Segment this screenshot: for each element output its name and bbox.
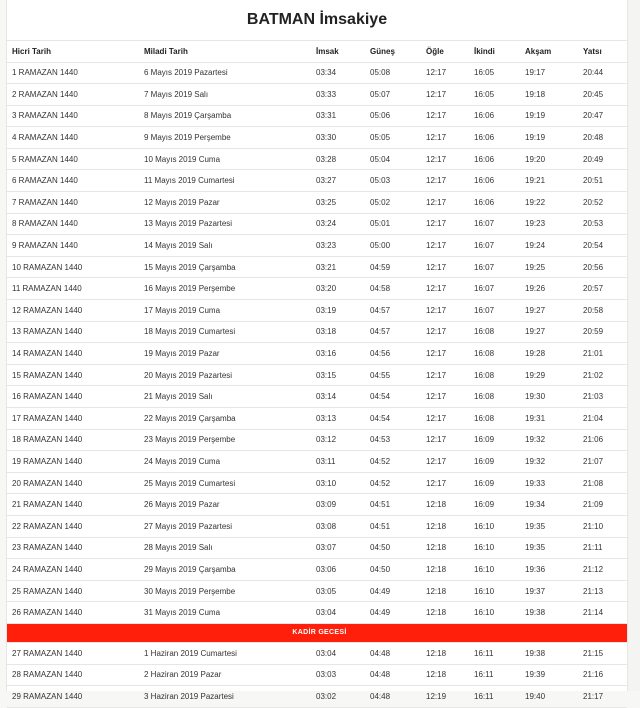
cell-miladi-tarih: 25 Mayıs 2019 Cumartesi xyxy=(139,472,311,494)
cell-ogle: 12:17 xyxy=(421,300,469,322)
cell-yatsi: 21:08 xyxy=(578,472,627,494)
cell-ikindi: 16:07 xyxy=(469,235,520,257)
cell-miladi-tarih: 24 Mayıs 2019 Cuma xyxy=(139,451,311,473)
cell-imsak: 03:04 xyxy=(311,602,365,624)
cell-ogle: 12:18 xyxy=(421,559,469,581)
cell-gunes: 04:57 xyxy=(365,300,421,322)
cell-ogle: 12:17 xyxy=(421,170,469,192)
kadir-gecesi-label: KADİR GECESİ xyxy=(7,623,627,642)
cell-ogle: 12:17 xyxy=(421,105,469,127)
cell-miladi-tarih: 21 Mayıs 2019 Salı xyxy=(139,386,311,408)
cell-ikindi: 16:07 xyxy=(469,256,520,278)
table-row xyxy=(7,105,627,127)
cell-miladi-tarih: 7 Mayıs 2019 Salı xyxy=(139,84,311,106)
cell-ogle: 12:18 xyxy=(421,515,469,537)
cell-yatsi: 20:44 xyxy=(578,62,627,84)
cell-ogle: 12:17 xyxy=(421,364,469,386)
cell-aksam: 19:25 xyxy=(520,256,578,278)
table-row xyxy=(7,429,627,451)
cell-yatsi: 20:51 xyxy=(578,170,627,192)
table-row xyxy=(7,364,627,386)
cell-gunes: 04:49 xyxy=(365,602,421,624)
cell-gunes: 05:02 xyxy=(365,192,421,214)
cell-yatsi: 21:15 xyxy=(578,642,627,664)
cell-imsak: 03:02 xyxy=(311,686,365,708)
cell-gunes: 05:07 xyxy=(365,84,421,106)
kadir-section xyxy=(7,623,627,642)
cell-aksam: 19:31 xyxy=(520,408,578,430)
cell-aksam: 19:24 xyxy=(520,235,578,257)
cell-hicri-tarih: 22 RAMAZAN 1440 xyxy=(7,515,139,537)
cell-ikindi: 16:08 xyxy=(469,364,520,386)
cell-ikindi: 16:10 xyxy=(469,537,520,559)
table-row xyxy=(7,386,627,408)
cell-hicri-tarih: 6 RAMAZAN 1440 xyxy=(7,170,139,192)
cell-yatsi: 21:10 xyxy=(578,515,627,537)
cell-yatsi: 21:16 xyxy=(578,664,627,686)
cell-yatsi: 20:58 xyxy=(578,300,627,322)
cell-ogle: 12:17 xyxy=(421,386,469,408)
cell-ikindi: 16:10 xyxy=(469,602,520,624)
cell-gunes: 04:48 xyxy=(365,642,421,664)
cell-aksam: 19:40 xyxy=(520,686,578,708)
header-yatsi: Yatsı xyxy=(578,41,627,62)
cell-hicri-tarih: 17 RAMAZAN 1440 xyxy=(7,408,139,430)
cell-imsak: 03:06 xyxy=(311,559,365,581)
cell-yatsi: 21:06 xyxy=(578,429,627,451)
cell-miladi-tarih: 22 Mayıs 2019 Çarşamba xyxy=(139,408,311,430)
cell-ikindi: 16:07 xyxy=(469,278,520,300)
cell-miladi-tarih: 16 Mayıs 2019 Perşembe xyxy=(139,278,311,300)
cell-imsak: 03:25 xyxy=(311,192,365,214)
cell-gunes: 04:54 xyxy=(365,386,421,408)
table-row xyxy=(7,192,627,214)
cell-gunes: 04:53 xyxy=(365,429,421,451)
cell-ikindi: 16:06 xyxy=(469,170,520,192)
cell-hicri-tarih: 25 RAMAZAN 1440 xyxy=(7,580,139,602)
cell-aksam: 19:33 xyxy=(520,472,578,494)
table-body-after xyxy=(7,642,627,707)
cell-yatsi: 20:47 xyxy=(578,105,627,127)
cell-ikindi: 16:07 xyxy=(469,213,520,235)
cell-imsak: 03:09 xyxy=(311,494,365,516)
table-row xyxy=(7,148,627,170)
cell-gunes: 04:50 xyxy=(365,559,421,581)
cell-aksam: 19:19 xyxy=(520,105,578,127)
cell-hicri-tarih: 8 RAMAZAN 1440 xyxy=(7,213,139,235)
cell-imsak: 03:19 xyxy=(311,300,365,322)
cell-yatsi: 21:13 xyxy=(578,580,627,602)
cell-miladi-tarih: 27 Mayıs 2019 Pazartesi xyxy=(139,515,311,537)
cell-ikindi: 16:06 xyxy=(469,105,520,127)
cell-gunes: 05:08 xyxy=(365,62,421,84)
cell-aksam: 19:19 xyxy=(520,127,578,149)
cell-gunes: 04:48 xyxy=(365,664,421,686)
cell-yatsi: 20:45 xyxy=(578,84,627,106)
cell-aksam: 19:23 xyxy=(520,213,578,235)
cell-ogle: 12:17 xyxy=(421,62,469,84)
cell-yatsi: 21:14 xyxy=(578,602,627,624)
cell-ogle: 12:18 xyxy=(421,602,469,624)
cell-imsak: 03:10 xyxy=(311,472,365,494)
cell-hicri-tarih: 15 RAMAZAN 1440 xyxy=(7,364,139,386)
cell-hicri-tarih: 20 RAMAZAN 1440 xyxy=(7,472,139,494)
table-row xyxy=(7,321,627,343)
cell-miladi-tarih: 18 Mayıs 2019 Cumartesi xyxy=(139,321,311,343)
cell-aksam: 19:35 xyxy=(520,537,578,559)
cell-gunes: 04:52 xyxy=(365,451,421,473)
cell-imsak: 03:31 xyxy=(311,105,365,127)
cell-hicri-tarih: 4 RAMAZAN 1440 xyxy=(7,127,139,149)
cell-ikindi: 16:08 xyxy=(469,321,520,343)
cell-miladi-tarih: 30 Mayıs 2019 Perşembe xyxy=(139,580,311,602)
cell-miladi-tarih: 6 Mayıs 2019 Pazartesi xyxy=(139,62,311,84)
page-title: BATMAN İmsakiye xyxy=(7,0,627,41)
cell-aksam: 19:20 xyxy=(520,148,578,170)
cell-aksam: 19:32 xyxy=(520,429,578,451)
cell-yatsi: 21:17 xyxy=(578,686,627,708)
cell-aksam: 19:39 xyxy=(520,664,578,686)
cell-imsak: 03:27 xyxy=(311,170,365,192)
cell-ogle: 12:17 xyxy=(421,148,469,170)
cell-gunes: 04:55 xyxy=(365,364,421,386)
cell-hicri-tarih: 26 RAMAZAN 1440 xyxy=(7,602,139,624)
cell-hicri-tarih: 3 RAMAZAN 1440 xyxy=(7,105,139,127)
cell-aksam: 19:28 xyxy=(520,343,578,365)
header-miladi: Miladi Tarih xyxy=(139,41,311,62)
cell-ikindi: 16:09 xyxy=(469,429,520,451)
cell-ikindi: 16:09 xyxy=(469,451,520,473)
cell-gunes: 04:51 xyxy=(365,515,421,537)
cell-imsak: 03:07 xyxy=(311,537,365,559)
cell-hicri-tarih: 1 RAMAZAN 1440 xyxy=(7,62,139,84)
cell-miladi-tarih: 9 Mayıs 2019 Perşembe xyxy=(139,127,311,149)
cell-ikindi: 16:05 xyxy=(469,84,520,106)
cell-miladi-tarih: 10 Mayıs 2019 Cuma xyxy=(139,148,311,170)
cell-imsak: 03:30 xyxy=(311,127,365,149)
cell-imsak: 03:03 xyxy=(311,664,365,686)
cell-aksam: 19:26 xyxy=(520,278,578,300)
cell-hicri-tarih: 27 RAMAZAN 1440 xyxy=(7,642,139,664)
cell-miladi-tarih: 28 Mayıs 2019 Salı xyxy=(139,537,311,559)
cell-imsak: 03:28 xyxy=(311,148,365,170)
table-row xyxy=(7,515,627,537)
cell-ogle: 12:17 xyxy=(421,429,469,451)
cell-aksam: 19:27 xyxy=(520,300,578,322)
table-row xyxy=(7,451,627,473)
cell-imsak: 03:24 xyxy=(311,213,365,235)
cell-miladi-tarih: 26 Mayıs 2019 Pazar xyxy=(139,494,311,516)
cell-miladi-tarih: 14 Mayıs 2019 Salı xyxy=(139,235,311,257)
cell-yatsi: 20:54 xyxy=(578,235,627,257)
table-row xyxy=(7,84,627,106)
cell-gunes: 04:51 xyxy=(365,494,421,516)
cell-miladi-tarih: 23 Mayıs 2019 Perşembe xyxy=(139,429,311,451)
cell-hicri-tarih: 2 RAMAZAN 1440 xyxy=(7,84,139,106)
table-row xyxy=(7,494,627,516)
cell-hicri-tarih: 28 RAMAZAN 1440 xyxy=(7,664,139,686)
cell-ogle: 12:17 xyxy=(421,213,469,235)
cell-imsak: 03:21 xyxy=(311,256,365,278)
header-ogle: Öğle xyxy=(421,41,469,62)
cell-yatsi: 20:59 xyxy=(578,321,627,343)
cell-hicri-tarih: 14 RAMAZAN 1440 xyxy=(7,343,139,365)
cell-hicri-tarih: 5 RAMAZAN 1440 xyxy=(7,148,139,170)
table-row xyxy=(7,686,627,708)
cell-yatsi: 21:02 xyxy=(578,364,627,386)
cell-gunes: 04:49 xyxy=(365,580,421,602)
cell-yatsi: 21:03 xyxy=(578,386,627,408)
cell-ikindi: 16:11 xyxy=(469,664,520,686)
cell-gunes: 04:50 xyxy=(365,537,421,559)
cell-aksam: 19:18 xyxy=(520,84,578,106)
cell-aksam: 19:37 xyxy=(520,580,578,602)
header-ikindi: İkindi xyxy=(469,41,520,62)
cell-ogle: 12:17 xyxy=(421,235,469,257)
table-row xyxy=(7,472,627,494)
cell-miladi-tarih: 11 Mayıs 2019 Cumartesi xyxy=(139,170,311,192)
cell-yatsi: 20:48 xyxy=(578,127,627,149)
cell-ogle: 12:17 xyxy=(421,451,469,473)
table-row xyxy=(7,256,627,278)
cell-aksam: 19:38 xyxy=(520,602,578,624)
cell-ikindi: 16:06 xyxy=(469,192,520,214)
cell-yatsi: 20:57 xyxy=(578,278,627,300)
table-row xyxy=(7,559,627,581)
table-row xyxy=(7,170,627,192)
cell-aksam: 19:27 xyxy=(520,321,578,343)
cell-miladi-tarih: 13 Mayıs 2019 Pazartesi xyxy=(139,213,311,235)
cell-ogle: 12:17 xyxy=(421,343,469,365)
cell-ikindi: 16:10 xyxy=(469,515,520,537)
cell-hicri-tarih: 18 RAMAZAN 1440 xyxy=(7,429,139,451)
cell-ikindi: 16:07 xyxy=(469,300,520,322)
cell-aksam: 19:21 xyxy=(520,170,578,192)
cell-aksam: 19:32 xyxy=(520,451,578,473)
cell-imsak: 03:20 xyxy=(311,278,365,300)
cell-gunes: 04:48 xyxy=(365,686,421,708)
cell-ikindi: 16:10 xyxy=(469,580,520,602)
cell-yatsi: 21:09 xyxy=(578,494,627,516)
header-hicri: Hicri Tarih xyxy=(7,41,139,62)
cell-ogle: 12:17 xyxy=(421,278,469,300)
cell-yatsi: 20:56 xyxy=(578,256,627,278)
cell-aksam: 19:34 xyxy=(520,494,578,516)
cell-ogle: 12:19 xyxy=(421,686,469,708)
cell-hicri-tarih: 16 RAMAZAN 1440 xyxy=(7,386,139,408)
imsakiye-card xyxy=(6,0,628,701)
cell-ikindi: 16:08 xyxy=(469,343,520,365)
cell-hicri-tarih: 29 RAMAZAN 1440 xyxy=(7,686,139,708)
cell-hicri-tarih: 13 RAMAZAN 1440 xyxy=(7,321,139,343)
cell-gunes: 05:04 xyxy=(365,148,421,170)
cell-hicri-tarih: 7 RAMAZAN 1440 xyxy=(7,192,139,214)
cell-imsak: 03:15 xyxy=(311,364,365,386)
table-header-row xyxy=(7,41,627,62)
cell-miladi-tarih: 19 Mayıs 2019 Pazar xyxy=(139,343,311,365)
cell-aksam: 19:17 xyxy=(520,62,578,84)
cell-ogle: 12:17 xyxy=(421,127,469,149)
kadir-gecesi-row xyxy=(7,623,627,642)
cell-hicri-tarih: 23 RAMAZAN 1440 xyxy=(7,537,139,559)
cell-ogle: 12:17 xyxy=(421,256,469,278)
table-row xyxy=(7,537,627,559)
cell-aksam: 19:38 xyxy=(520,642,578,664)
cell-ogle: 12:18 xyxy=(421,537,469,559)
cell-imsak: 03:04 xyxy=(311,642,365,664)
cell-yatsi: 21:01 xyxy=(578,343,627,365)
cell-miladi-tarih: 2 Haziran 2019 Pazar xyxy=(139,664,311,686)
cell-gunes: 04:57 xyxy=(365,321,421,343)
cell-ogle: 12:18 xyxy=(421,664,469,686)
cell-ikindi: 16:08 xyxy=(469,386,520,408)
cell-ogle: 12:17 xyxy=(421,408,469,430)
cell-imsak: 03:14 xyxy=(311,386,365,408)
cell-yatsi: 20:53 xyxy=(578,213,627,235)
table-row xyxy=(7,127,627,149)
cell-miladi-tarih: 31 Mayıs 2019 Cuma xyxy=(139,602,311,624)
cell-imsak: 03:23 xyxy=(311,235,365,257)
cell-ikindi: 16:08 xyxy=(469,408,520,430)
cell-gunes: 04:58 xyxy=(365,278,421,300)
cell-imsak: 03:08 xyxy=(311,515,365,537)
cell-ikindi: 16:05 xyxy=(469,62,520,84)
cell-hicri-tarih: 9 RAMAZAN 1440 xyxy=(7,235,139,257)
cell-ogle: 12:18 xyxy=(421,580,469,602)
cell-yatsi: 20:49 xyxy=(578,148,627,170)
cell-gunes: 05:06 xyxy=(365,105,421,127)
cell-aksam: 19:35 xyxy=(520,515,578,537)
cell-imsak: 03:34 xyxy=(311,62,365,84)
cell-miladi-tarih: 17 Mayıs 2019 Cuma xyxy=(139,300,311,322)
table-body xyxy=(7,62,627,623)
cell-imsak: 03:11 xyxy=(311,451,365,473)
cell-hicri-tarih: 21 RAMAZAN 1440 xyxy=(7,494,139,516)
imsakiye-table xyxy=(7,41,627,708)
cell-gunes: 05:03 xyxy=(365,170,421,192)
cell-gunes: 05:01 xyxy=(365,213,421,235)
cell-ogle: 12:17 xyxy=(421,472,469,494)
cell-miladi-tarih: 12 Mayıs 2019 Pazar xyxy=(139,192,311,214)
table-row xyxy=(7,235,627,257)
table-row xyxy=(7,300,627,322)
cell-aksam: 19:30 xyxy=(520,386,578,408)
cell-hicri-tarih: 11 RAMAZAN 1440 xyxy=(7,278,139,300)
table-row xyxy=(7,664,627,686)
cell-miladi-tarih: 29 Mayıs 2019 Çarşamba xyxy=(139,559,311,581)
page-scroll-area[interactable] xyxy=(628,0,640,691)
cell-imsak: 03:05 xyxy=(311,580,365,602)
cell-ogle: 12:18 xyxy=(421,642,469,664)
table-row xyxy=(7,62,627,84)
table-row xyxy=(7,580,627,602)
cell-ikindi: 16:10 xyxy=(469,559,520,581)
cell-ikindi: 16:06 xyxy=(469,148,520,170)
cell-hicri-tarih: 24 RAMAZAN 1440 xyxy=(7,559,139,581)
table-row xyxy=(7,213,627,235)
cell-yatsi: 21:11 xyxy=(578,537,627,559)
cell-hicri-tarih: 12 RAMAZAN 1440 xyxy=(7,300,139,322)
cell-hicri-tarih: 10 RAMAZAN 1440 xyxy=(7,256,139,278)
cell-gunes: 05:00 xyxy=(365,235,421,257)
cell-imsak: 03:18 xyxy=(311,321,365,343)
cell-imsak: 03:12 xyxy=(311,429,365,451)
cell-ogle: 12:17 xyxy=(421,321,469,343)
cell-yatsi: 20:52 xyxy=(578,192,627,214)
table-row xyxy=(7,343,627,365)
cell-imsak: 03:33 xyxy=(311,84,365,106)
cell-gunes: 04:54 xyxy=(365,408,421,430)
cell-ikindi: 16:11 xyxy=(469,686,520,708)
cell-hicri-tarih: 19 RAMAZAN 1440 xyxy=(7,451,139,473)
cell-yatsi: 21:07 xyxy=(578,451,627,473)
cell-ikindi: 16:11 xyxy=(469,642,520,664)
table-row xyxy=(7,642,627,664)
cell-yatsi: 21:04 xyxy=(578,408,627,430)
cell-miladi-tarih: 3 Haziran 2019 Pazartesi xyxy=(139,686,311,708)
cell-imsak: 03:16 xyxy=(311,343,365,365)
cell-aksam: 19:22 xyxy=(520,192,578,214)
cell-miladi-tarih: 8 Mayıs 2019 Çarşamba xyxy=(139,105,311,127)
header-gunes: Güneş xyxy=(365,41,421,62)
cell-ikindi: 16:09 xyxy=(469,494,520,516)
cell-ogle: 12:17 xyxy=(421,84,469,106)
cell-miladi-tarih: 15 Mayıs 2019 Çarşamba xyxy=(139,256,311,278)
cell-gunes: 04:52 xyxy=(365,472,421,494)
cell-miladi-tarih: 20 Mayıs 2019 Pazartesi xyxy=(139,364,311,386)
header-aksam: Akşam xyxy=(520,41,578,62)
cell-gunes: 05:05 xyxy=(365,127,421,149)
cell-ikindi: 16:09 xyxy=(469,472,520,494)
cell-ikindi: 16:06 xyxy=(469,127,520,149)
cell-aksam: 19:36 xyxy=(520,559,578,581)
table-row xyxy=(7,278,627,300)
table-row xyxy=(7,602,627,624)
cell-yatsi: 21:12 xyxy=(578,559,627,581)
cell-imsak: 03:13 xyxy=(311,408,365,430)
cell-ogle: 12:18 xyxy=(421,494,469,516)
cell-gunes: 04:56 xyxy=(365,343,421,365)
cell-aksam: 19:29 xyxy=(520,364,578,386)
table-row xyxy=(7,408,627,430)
cell-ogle: 12:17 xyxy=(421,192,469,214)
header-imsak: İmsak xyxy=(311,41,365,62)
cell-gunes: 04:59 xyxy=(365,256,421,278)
cell-miladi-tarih: 1 Haziran 2019 Cumartesi xyxy=(139,642,311,664)
